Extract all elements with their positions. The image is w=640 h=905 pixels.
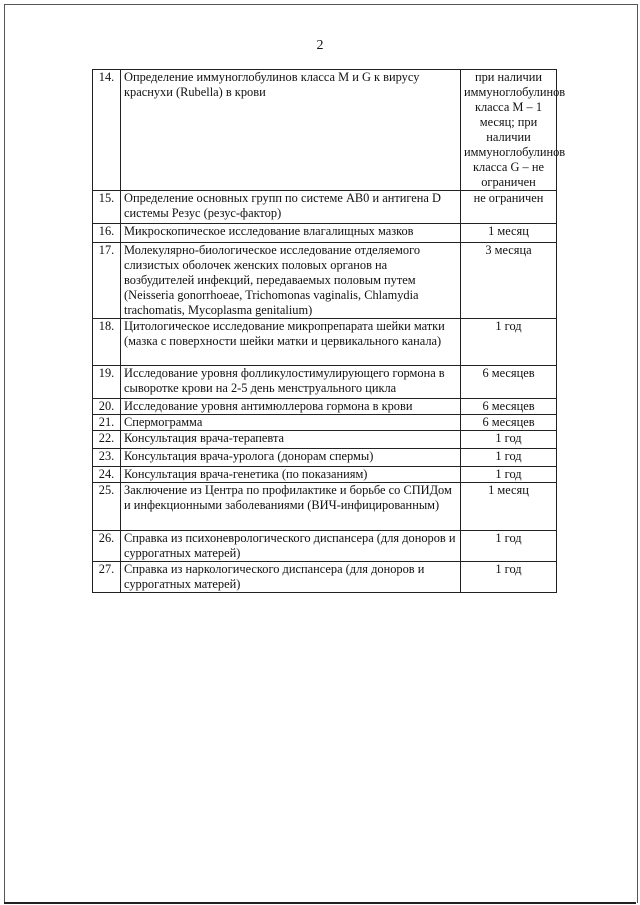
row-period: 6 месяцев [461, 399, 557, 415]
row-period: 1 месяц [461, 483, 557, 531]
table-row [93, 483, 557, 531]
row-description: Консультация врача-уролога (донорам спермы) [121, 449, 461, 467]
row-number: 25. [93, 483, 121, 531]
row-period: 1 год [461, 467, 557, 483]
row-number: 20. [93, 399, 121, 415]
row-period: 6 месяцев [461, 415, 557, 431]
row-number: 22. [93, 431, 121, 449]
row-period: 1 год [461, 562, 557, 593]
row-period: 1 месяц [461, 224, 557, 243]
requirements-table [92, 69, 566, 593]
row-number: 15. [93, 191, 121, 224]
table-row [93, 224, 557, 243]
table-row [93, 431, 557, 449]
row-period: 3 месяца [461, 243, 557, 319]
row-number: 26. [93, 531, 121, 562]
table-row [93, 366, 557, 399]
row-number: 23. [93, 449, 121, 467]
table-row [93, 243, 557, 319]
row-description: Определение иммуноглобулинов класса М и G к вирусу краснухи (Rubella) в крови [121, 70, 461, 191]
page-bottom-edge [4, 902, 636, 904]
table-row [93, 415, 557, 431]
row-number: 16. [93, 224, 121, 243]
table-row [93, 399, 557, 415]
row-period: 6 месяцев [461, 366, 557, 399]
row-description: Исследование уровня антимюллерова гормона в крови [121, 399, 461, 415]
row-description: Консультация врача-генетика (по показаниям) [121, 467, 461, 483]
row-description: Спермограмма [121, 415, 461, 431]
row-description: Молекулярно-биологическое исследование отделяемого слизистых оболочек женских половых органов на возбудителей инфекций, передаваемых половым путем (Neisseria gonorrhoeae, Trichomonas vaginalis, Chlamydia trachomatis, Mycoplasma genitalium) [121, 243, 461, 319]
row-number: 18. [93, 319, 121, 366]
table-row [93, 70, 557, 191]
row-description: Справка из наркологического диспансера (для доноров и суррогатных матерей) [121, 562, 461, 593]
row-description: Исследование уровня фолликулостимулирующего гормона в сыворотке крови на 2-5 день менструального цикла [121, 366, 461, 399]
page-number: 2 [316, 38, 324, 53]
row-description: Консультация врача-терапевта [121, 431, 461, 449]
row-number: 17. [93, 243, 121, 319]
row-period: 1 год [461, 319, 557, 366]
row-number: 27. [93, 562, 121, 593]
table-row [93, 562, 557, 593]
row-period: не ограничен [461, 191, 557, 224]
row-description: Цитологическое исследование микропрепарата шейки матки (мазка с поверхности шейки матки и цервикального канала) [121, 319, 461, 366]
row-period: 1 год [461, 431, 557, 449]
row-number: 19. [93, 366, 121, 399]
row-description: Заключение из Центра по профилактике и борьбе со СПИДом и инфекционными заболеваниями (ВИЧ-инфицированным) [121, 483, 461, 531]
row-number: 14. [93, 70, 121, 191]
row-period: 1 год [461, 449, 557, 467]
row-number: 24. [93, 467, 121, 483]
table-row [93, 449, 557, 467]
table-row [93, 531, 557, 562]
table-row [93, 191, 557, 224]
row-description: Микроскопическое исследование влагалищных мазков [121, 224, 461, 243]
table-row [93, 319, 557, 366]
row-number: 21. [93, 415, 121, 431]
row-period: при наличии иммуноглобулинов класса М – 1 месяц; при наличии иммуноглобулинов класса G – не ограничен [461, 70, 557, 191]
table-row [93, 467, 557, 483]
row-description: Справка из психоневрологического диспансера (для доноров и суррогатных матерей) [121, 531, 461, 562]
row-description: Определение основных групп по системе АВ0 и антигена D системы Резус (резус-фактор) [121, 191, 461, 224]
row-period: 1 год [461, 531, 557, 562]
